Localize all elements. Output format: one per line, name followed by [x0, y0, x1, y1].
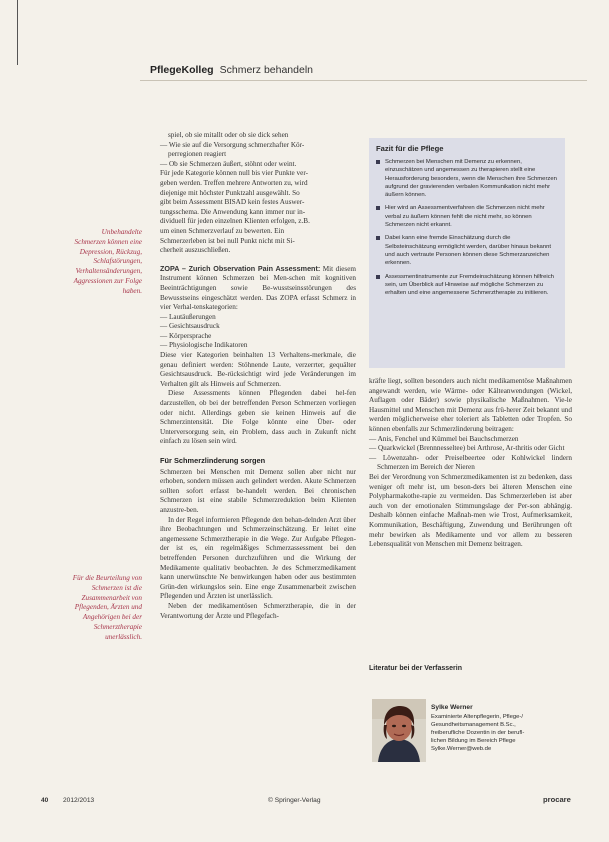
body-line: geben werden. Treffen mehrere Antworten zu, wird [160, 178, 308, 187]
journal-name: procare [543, 795, 571, 804]
margin-note-1: Unbehandelte Schmerzen können eine Depression, Rückzug, Schlafstörungen, Verhaltensänderungen, Aggressionen zur Folge haben. [73, 228, 142, 295]
relief-heading: Für Schmerzlinderung sorgen [160, 456, 266, 465]
left-column [160, 131, 356, 621]
body-line: — Wie sie auf die Versorgung schmerzhafter Kör- [160, 141, 356, 151]
body-line: cherheit auszuschließen. [160, 246, 231, 255]
body-line: Für jede Kategorie können null bis vier Punkte ver- [160, 169, 308, 178]
body-line: um einen Schmerzverlauf zu bewerten. Ein [160, 226, 285, 235]
relief-paragraph-1: Schmerzen bei Menschen mit Demenz sollen aber nicht nur erhoben, sondern müssen auch gelindert werden. Akute Schmerzen sollten sofort erfasst be-handelt werden. Bei chronischen Schmerzen ist eine stabile Schmerzreduktion beim Klienten anzustre-ben. [160, 467, 356, 514]
right-continuation: kräfte liegt, sollten besonders auch nicht medikamentöse Maßnahmen angewandt werden, wie Wärme- oder Kälteanwendungen (Wickel, Auflagen oder Bäder) sowie physikalische Maßnahmen. Vie-le Hausmittel und Menschen mit Demenz aus frü-herer Zeit bekannt und werden möglicherweise eher toleriert als Tabletten oder Tropfen. So können ebenfalls zur Schmerzlinderung beitragen: [369, 377, 572, 433]
author-name: Sylke Werner [431, 704, 473, 711]
zopa-item: — Lautäußerungen [160, 313, 356, 323]
zopa-item: — Physiologische Indikatoren [160, 341, 356, 351]
body-line: perregionen reagiert [168, 150, 227, 159]
summary-box [369, 138, 565, 368]
author-line: lichen Bildung im Bereich Pflege [431, 738, 516, 745]
author-email: Sylke.Werner@web.de [431, 746, 492, 753]
page-edge-line [17, 0, 18, 65]
assessment-paragraph: Diese Assessments können Pflegenden dabei hel-fen darzustellen, ob bei der betreffenden Person Schmerzen vorliegen oder nicht. Allerdings geben sie keinen Hinweis auf die Schmerzintensität. Die Folge könnte eine Über- oder Unterversorgung sein, ein Problem, dass auch in Zukunft nicht einfach zu lösen sein wird. [160, 389, 356, 446]
running-header [150, 64, 313, 76]
body-line: gibt beim Assessment BISAD kein festes Auswer- [160, 198, 305, 207]
body-line: tungsschema. Die Anwendung kann immer nur in- [160, 207, 306, 216]
body-line: spiel, ob sie mitallt oder ob sie dick sehen [168, 131, 289, 139]
summary-item [376, 204, 558, 229]
zopa-item: — Körpersprache [160, 332, 356, 342]
author-info [431, 704, 571, 754]
publisher-label: © Springer-Verlag [268, 797, 321, 804]
summary-box-title: Fazit für die Pflege [376, 144, 444, 153]
author-line: Gesundheitsmanagement B.Sc., [431, 722, 516, 729]
literature-heading: Literatur bei der Verfasserin [369, 665, 462, 672]
remedy-item: — Quarkwickel (Brennnesseltee) bei Arthrose, Ar-thritis oder Gicht [369, 444, 572, 454]
zopa-text: Mit diesem Instrument können Schmerzen bei Men-schen mit kognitiven Beeinträchtigungen sowie Be-wusstseinsstörungen des Bewusstseins eingeschätzt werden. Das ZOPA erfasst Schmerz in vier Verhal-tenskategorien: [160, 264, 357, 312]
square-bullet-icon [376, 160, 380, 164]
square-bullet-icon [376, 236, 380, 240]
relief-paragraph-3: Neben der medikamentösen Schmerztherapie, die in der Verantwortung der Ärzte und Pflegefach- [160, 601, 356, 620]
summary-item [376, 158, 558, 199]
right-closing: Bei der Verordnung von Schmerzmedikamenten ist zu bedenken, dass weniger oft mehr ist, um beson-ders bei älteren Menschen eine Polypharmakothe-rapie zu vermeiden. Das Schmerzerleben ist aber auch von der emotionalen Stimmungslage der Per-son abhängig. Deshalb können einfache Maßnah-men wie Trost, Aufmerksamkeit, Kommunikation, Beschäftigung, Zuwendung und Berührungen oft mehr bewirken als Medikamente und vor allem zu besseren Lebensqualität von Menschen mit Demenz beitragen. [369, 472, 572, 549]
body-line: diejenige mit höchster Punktzahl ausgewählt. So [160, 188, 300, 197]
summary-item [376, 273, 558, 298]
zopa-heading: ZOPA – Zurich Observation Pain Assessment: [160, 263, 321, 273]
header-rule [140, 80, 587, 81]
zopa-item: — Gesichtsausdruck [160, 322, 356, 332]
summary-item [376, 234, 558, 267]
author-photo [372, 699, 426, 762]
body-line: dividuell für jeden einzelnen Klienten erfolgen, z.B. [160, 217, 310, 226]
issue-label: 2012/2013 [63, 797, 95, 804]
remedy-item: — Löwenzahn- oder Preiselbeertee oder Kohlwickel lindern Schmerzen im Bereich der Nieren [369, 454, 572, 473]
summary-item-text: Schmerzen bei Menschen mit Demenz zu erkennen, einzuschätzen und angemessen zu therapieren stellt eine Herausforderung besonders, wenn die Menschen ihre Schmerzen aufgrund der gravierenden verbalen Kommunikation nicht mehr äußern können. [385, 159, 557, 199]
summary-item-text: Assessmentinstrumente zur Fremdeinschätzung können hilfreich sein, um Überblick auf Hinweise auf mögliche Schmerzen zu erhalten und eine angemessene Schmerztherapie zu initiieren. [385, 273, 554, 297]
body-line: Schmerzerleben ist bei null Punkt nicht mit Si- [160, 236, 295, 245]
author-line: freiberufliche Dozentin in der berufl- [431, 730, 525, 737]
summary-item-text: Dabei kann eine fremde Einschätzung durch die Selbsteinschätzung ermöglicht werden, darüber hinaus bekannt und auch vertraute Personen können diese Schmerzanzeichen erkennen. [385, 235, 552, 267]
body-line: — Ob sie Schmerzen äußert, stöhnt oder weint. [160, 160, 356, 170]
page-number: 40 [41, 797, 49, 804]
author-line: Examinierte Altenpflegerin, Pflege-/ [431, 714, 524, 721]
zopa-after: Diese vier Kategorien beinhalten 13 Verhaltens-merkmale, die genau definiert werden: Stöhnende Laute, verzerrter, gequälter Gesichtsausdruck. Be-rücksichtigt wird jede Veränderungen im Verhalten gilt als Hinweis auf Schmerzen. [160, 351, 356, 388]
square-bullet-icon [376, 206, 380, 210]
remedy-item: — Anis, Fenchel und Kümmel bei Bauchschmerzen [369, 435, 572, 445]
square-bullet-icon [376, 275, 380, 279]
summary-item-text: Hier wird an Assessmentverfahren die Schmerzen nicht mehr verbal zu äußern können fehlt die nicht mehr, so können Schmerzen nicht erkannt. [385, 205, 545, 229]
header-brand: PflegeKolleg [150, 64, 214, 76]
margin-note-2: Für die Beurteilung von Schmerzen ist die Zusammenarbeit von Pflegenden, Ärzten und Angehörigen bei der Schmerztherapie unerlässlich. [72, 574, 142, 641]
relief-paragraph-2: In der Regel informieren Pflegende den behan-delnden Arzt über ihre Beobachtungen und Schmerzeinschätzung. Er leitet eine angemessene Schmerztherapie in die Wege. Zur Aufgabe Pflegen-der ist es, ein regelmäßiges Schmerzassessment bei den betreffenden Personen durchzuführen und die Wirkung der Medikamente qualitativ beobachten. Je des Schmerzmedikament kann unerwünschte Ne benwirkungen haben oder aus bestimmten Grün-den wirkungslos sein. Eine enge Zusammenarbeit zwischen Pflegenden und Ärzten ist unerlässlich. [160, 515, 356, 601]
author-portrait-image [372, 699, 426, 762]
header-topic: Schmerz behandeln [219, 64, 314, 76]
right-column [369, 377, 572, 550]
zopa-paragraph [160, 264, 356, 313]
